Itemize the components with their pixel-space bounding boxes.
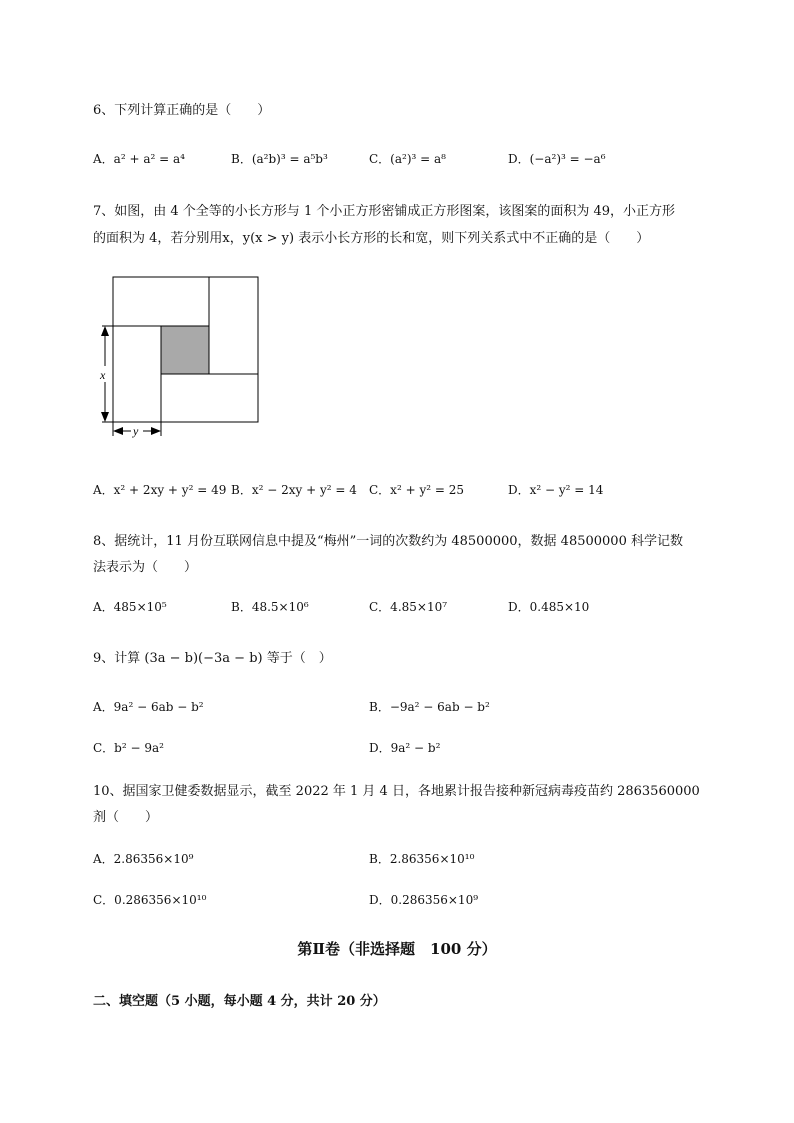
q8-option-a: A．485×10⁵ [93,600,167,614]
q6-option-c: C．(a²)³ = a⁸ [369,152,446,166]
q10-stem-line2: 剂（ ） [93,810,159,825]
q7-option-d: D．x² − y² = 14 [508,483,604,497]
q8-stem-line2: 法表示为（ ） [93,560,198,575]
q10-option-a: A．2.86356×10⁹ [93,852,194,866]
q7-stem-line2: 的面积为 4，若分别用x，y(x > y) 表示小长方形的长和宽，则下列关系式中不正确的是（ ） [93,231,650,246]
x-label: x [100,368,106,382]
q10-option-c: C．0.286356×10¹⁰ [93,893,207,907]
q8-option-c: C．4.85×10⁷ [369,600,448,614]
small-shaded-square [161,326,209,374]
q7-option-a: A．x² + 2xy + y² = 49 [93,483,227,497]
q8-option-b: B．48.5×10⁶ [231,600,309,614]
q9-option-d: D．9a² − b² [369,741,441,755]
q6-stem: 6、下列计算正确的是（ ） [93,103,271,118]
y-arrow-left [113,427,123,435]
q10-stem-line1: 10、据国家卫健委数据显示，截至 2022 年 1 月 4 日，各地累计报告接种新冠病毒疫苗约 2863560000 [93,784,700,799]
q8-stem-line1: 8、据统计，11 月份互联网信息中提及“梅州”一词的次数约为 48500000，数据 48500000 科学记数 [93,534,683,549]
q7-option-b: B．x² − 2xy + y² = 4 [231,483,357,497]
y-arrow-right [151,427,161,435]
q9-option-b: B．−9a² − 6ab − b² [369,700,490,714]
q10-option-b: B．2.86356×10¹⁰ [369,852,475,866]
q7-figure [88,270,268,442]
q7-stem-line1: 7、如图，由 4 个全等的小长方形与 1 个小正方形密铺成正方形图案，该图案的面积为 49，小正方形 [93,204,676,219]
q9-stem: 9、计算 (3a − b)(−3a − b) 等于（ ） [93,651,332,666]
q8-option-d: D．0.485×10 [508,600,590,614]
q6-option-a: A．a² + a² = a⁴ [93,152,185,166]
q10-option-d: D．0.286356×10⁹ [369,893,479,907]
q6-option-b: B．(a²b)³ = a⁵b³ [231,152,328,166]
x-arrow-down [101,412,109,422]
q9-option-c: C．b² − 9a² [93,741,164,755]
q6-option-d: D．(−a²)³ = −a⁶ [508,152,606,166]
q9-option-a: A．9a² − 6ab − b² [93,700,204,714]
section-2-title: 第Ⅱ卷（非选择题 100 分） [297,940,497,958]
part-2-heading: 二、填空题（5 小题，每小题 4 分，共计 20 分） [93,994,386,1009]
y-label: y [133,424,139,438]
q7-option-c: C．x² + y² = 25 [369,483,464,497]
x-arrow-up [101,326,109,336]
